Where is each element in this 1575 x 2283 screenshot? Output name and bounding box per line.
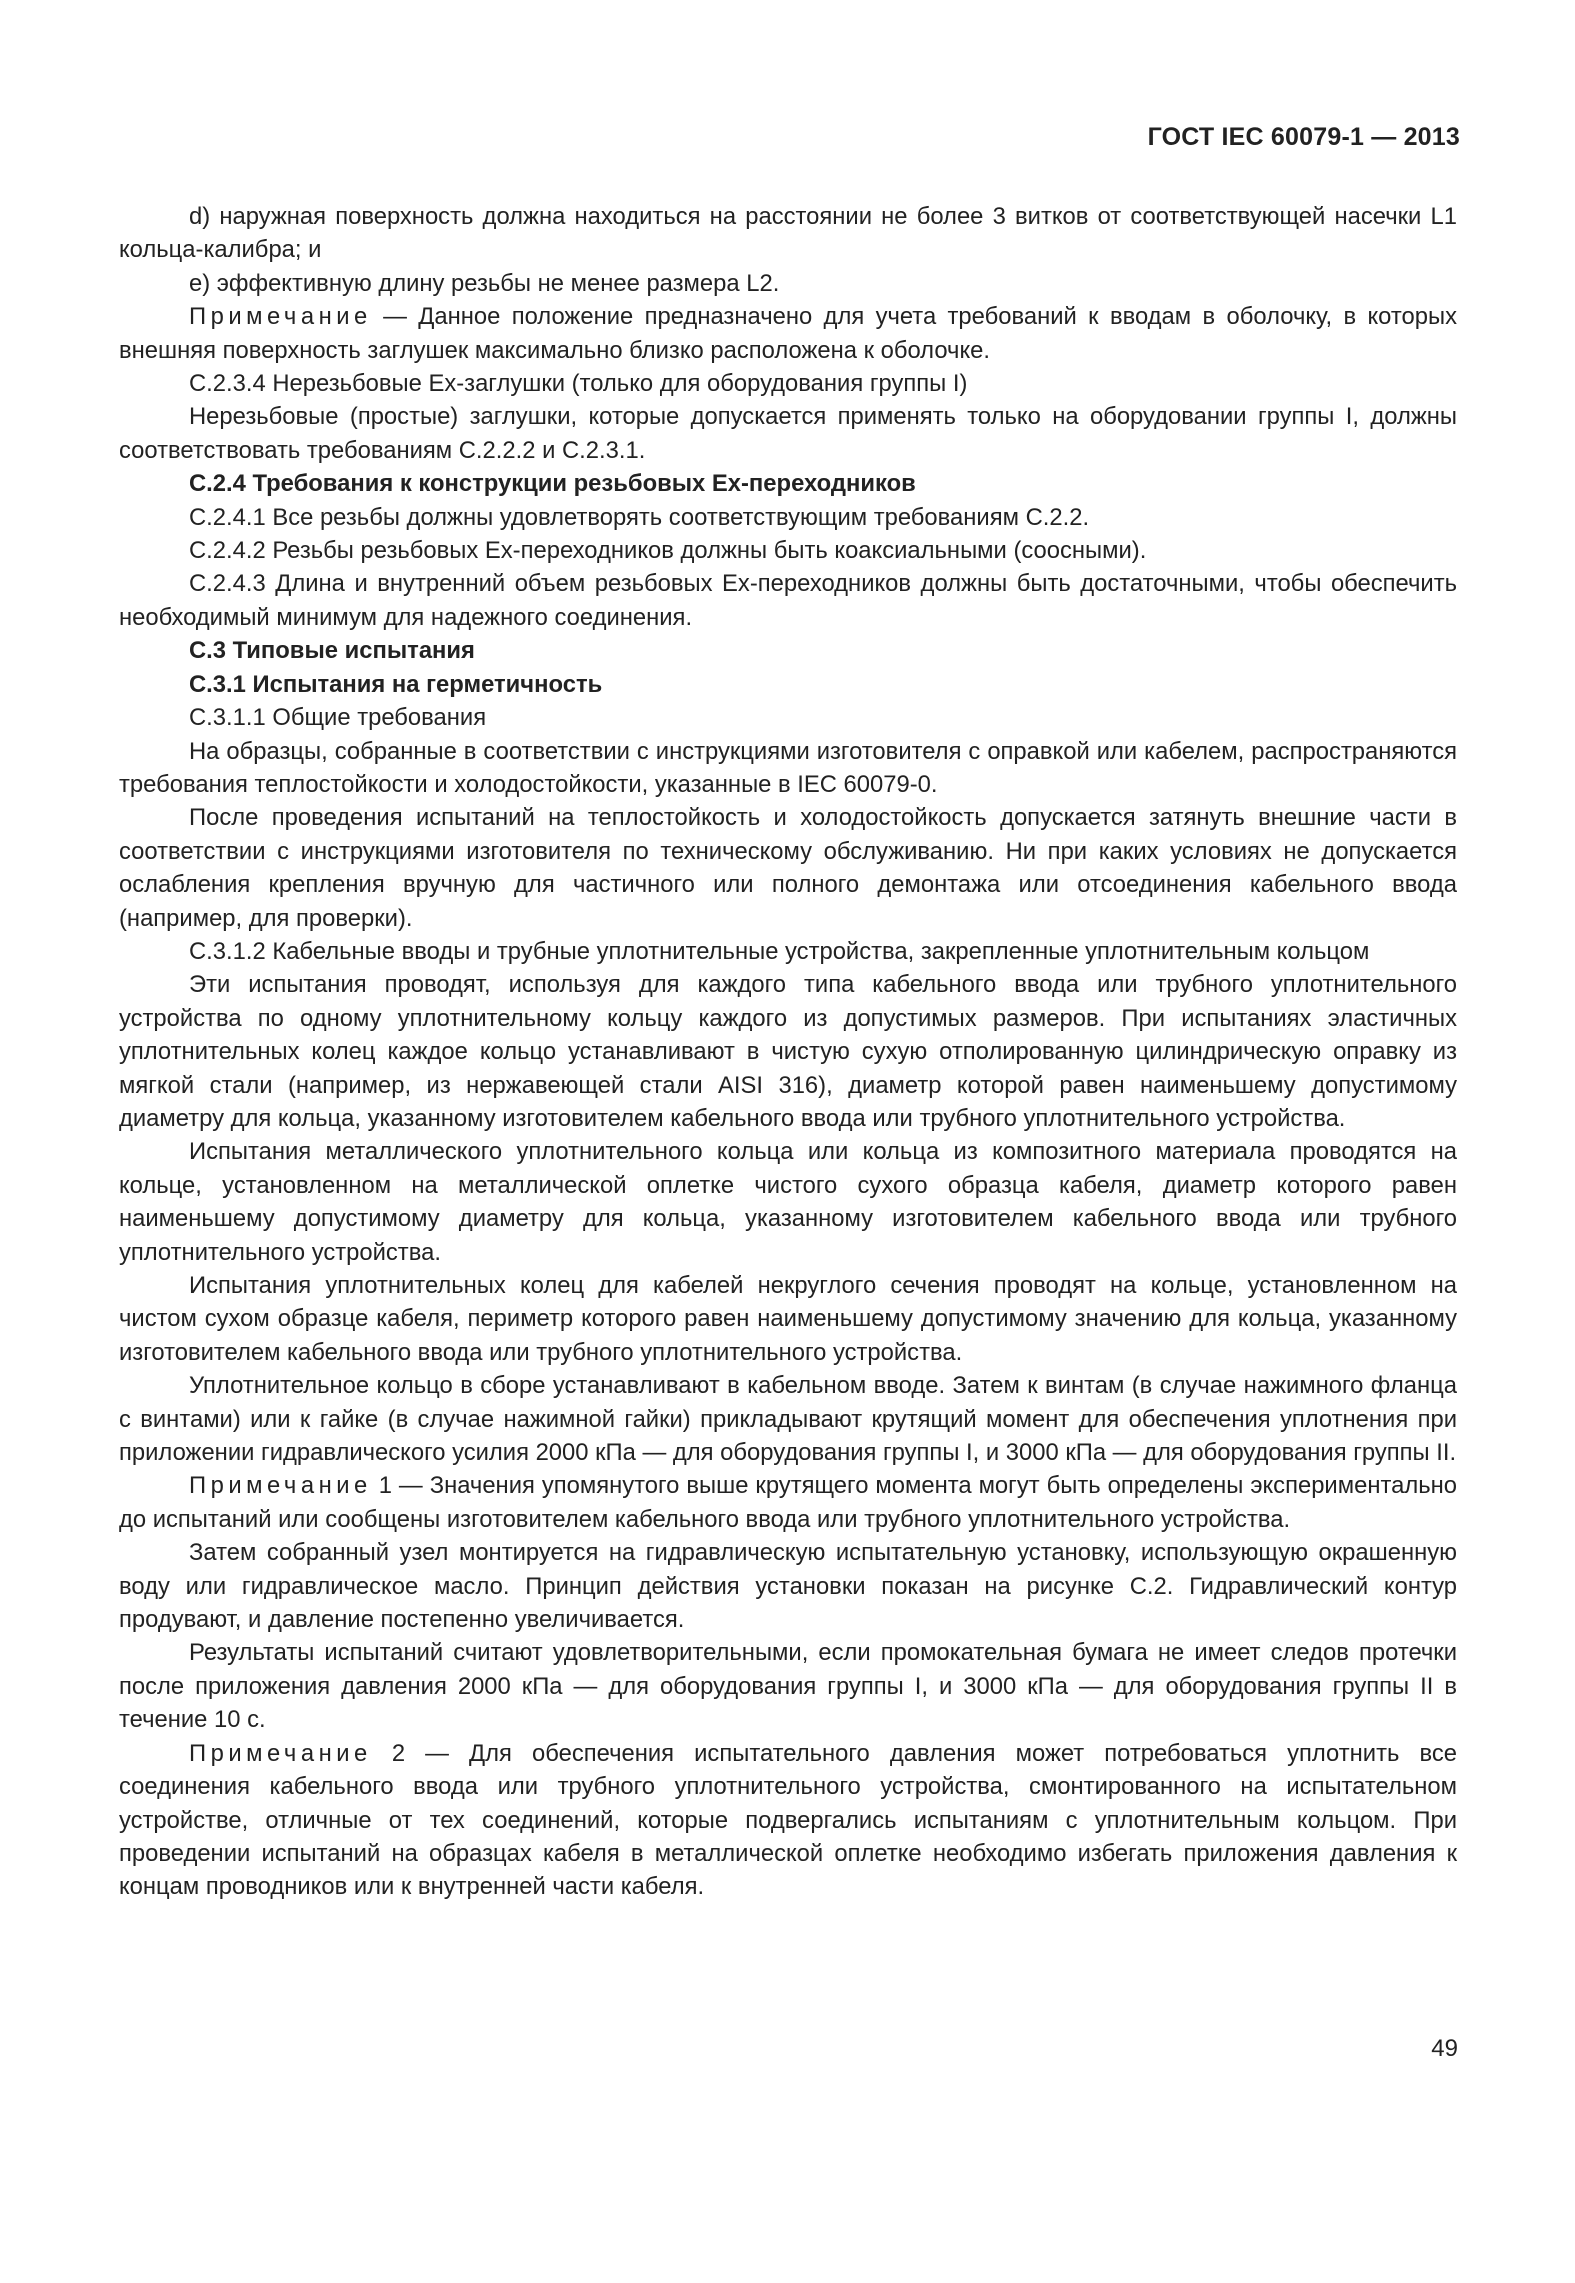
note-text: — Данное положение предназначено для учета требований к вводам в оболочку, в которых внешняя поверхность заглушек максимально близко расположена к оболочке. [119, 303, 1457, 364]
paragraph: С.3.1.2 Кабельные вводы и трубные уплотнительные устройства, закрепленные уплотнительным кольцом [189, 937, 1370, 965]
paragraph: С.2.4.2 Резьбы резьбовых Ex-переходников должны быть коаксиальными (соосными). [189, 537, 1147, 565]
paragraph: Нерезьбовые (простые) заглушки, которые допускается применять только на оборудовании группы I, должны соответствовать требованиям С.2.2.2 и С.2.3.1. [119, 403, 1457, 464]
note-text: 1 — Значения упомянутого выше крутящего момента могут быть определены экспериментально до испытаний или сообщены изготовителем кабельного ввода или трубного уплотнительного устройства. [119, 1472, 1457, 1533]
note-paragraph [119, 300, 1457, 367]
body-text [119, 200, 1457, 1904]
paragraph: С.2.4.3 Длина и внутренний объем резьбовых Ex-переходников должны быть достаточными, чтобы обеспечить необходимый минимум для надежного соединения. [119, 570, 1457, 631]
note-label: Примечание [189, 1739, 372, 1767]
paragraph: На образцы, собранные в соответствии с инструкциями изготовителя с оправкой или кабелем, распространяются требования теплостойкости и холодостойкости, указанные в IEC 60079-0. [119, 737, 1457, 798]
document-code-header: ГОСТ IEC 60079-1 — 2013 [1147, 123, 1460, 151]
paragraph: С.2.4.1 Все резьбы должны удовлетворять соответствующим требованиям С.2.2. [189, 503, 1090, 531]
note-paragraph [119, 1737, 1457, 1904]
note-paragraph [119, 1469, 1457, 1536]
paragraph: Уплотнительное кольцо в сборе устанавливают в кабельном вводе. Затем к винтам (в случае нажимного фланца с винтами) или к гайке (в случае нажимной гайки) прикладывают крутящий момент для обеспечения уплотнения при приложении гидравлического усилия 2000 кПа — для оборудования группы I, и 3000 кПа — для оборудования группы II. [119, 1372, 1457, 1467]
section-heading: С.2.4 Требования к конструкции резьбовых Ex-переходников [189, 470, 916, 498]
paragraph: Испытания уплотнительных колец для кабелей некруглого сечения проводят на кольце, установленном на чистом сухом образце кабеля, периметр которого равен наименьшему допустимому значению для кольца, указанному изготовителем кабельного ввода или трубного уплотнительного устройства. [119, 1272, 1457, 1366]
paragraph: Испытания металлического уплотнительного кольца или кольца из композитного материала проводятся на кольце, установленном на металлической оплетке чистого сухого образца кабеля, диаметр которого равен наименьшему допустимому диаметру для кольца, указанному изготовителем кабельного ввода или трубного уплотнительного устройства. [119, 1138, 1457, 1266]
section-heading: С.3 Типовые испытания [189, 637, 475, 665]
note-text: 2 — Для обеспечения испытательного давления может потребоваться уплотнить все соединения кабельного ввода или трубного уплотнительного устройства, смонтированного на испытательном устройстве, отличные от тех соединений, которые подвергались испытаниям с уплотнительным кольцом. При проведении испытаний на образцах кабеля в металлической оплетке необходимо избегать приложения давления к концам проводников или к внутренней части кабеля. [119, 1739, 1457, 1901]
paragraph: Результаты испытаний считают удовлетворительными, если промокательная бумага не имеет следов протечки после приложения давления 2000 кПа — для оборудования группы I, и 3000 кПа — для оборудования группы II в течение 10 с. [119, 1639, 1457, 1734]
section-heading: С.3.1 Испытания на герметичность [189, 670, 603, 698]
paragraph: Эти испытания проводят, используя для каждого типа кабельного ввода или трубного уплотнительного устройства по одному уплотнительному кольцу каждого из допустимых размеров. При испытаниях эластичных уплотнительных колец каждое кольцо устанавливают в чистую сухую отполированную цилиндрическую оправку из мягкой стали (например, из нержавеющей стали AISI 316), диаметр которой равен наименьшему допустимому диаметру для кольца, указанному изготовителем кабельного ввода или трубного уплотнительного устройства. [119, 971, 1457, 1132]
paragraph: e) эффективную длину резьбы не менее размера L2. [189, 269, 780, 297]
paragraph: После проведения испытаний на теплостойкость и холодостойкость допускается затянуть внешние части в соответствии с инструкциями изготовителя по техническому обслуживанию. Ни при каких условиях не допускается ослабления крепления вручную для частичного или полного демонтажа или отсоединения кабельного ввода (например, для проверки). [119, 804, 1457, 932]
paragraph: С.3.1.1 Общие требования [189, 704, 487, 732]
note-label: Примечание [189, 1472, 372, 1500]
paragraph: С.2.3.4 Нерезьбовые Ex-заглушки (только для оборудования группы I) [189, 370, 968, 398]
page-number: 49 [1431, 2035, 1458, 2062]
paragraph: Затем собранный узел монтируется на гидравлическую испытательную установку, использующую окрашенную воду или гидравлическое масло. Принцип действия установки показан на рисунке С.2. Гидравлический контур продувают, и давление постепенно увеличивается. [119, 1539, 1457, 1634]
note-label: Примечание [189, 303, 372, 331]
paragraph: d) наружная поверхность должна находиться на расстоянии не более 3 витков от соответствующей насечки L1 кольца-калибра; и [119, 203, 1457, 264]
